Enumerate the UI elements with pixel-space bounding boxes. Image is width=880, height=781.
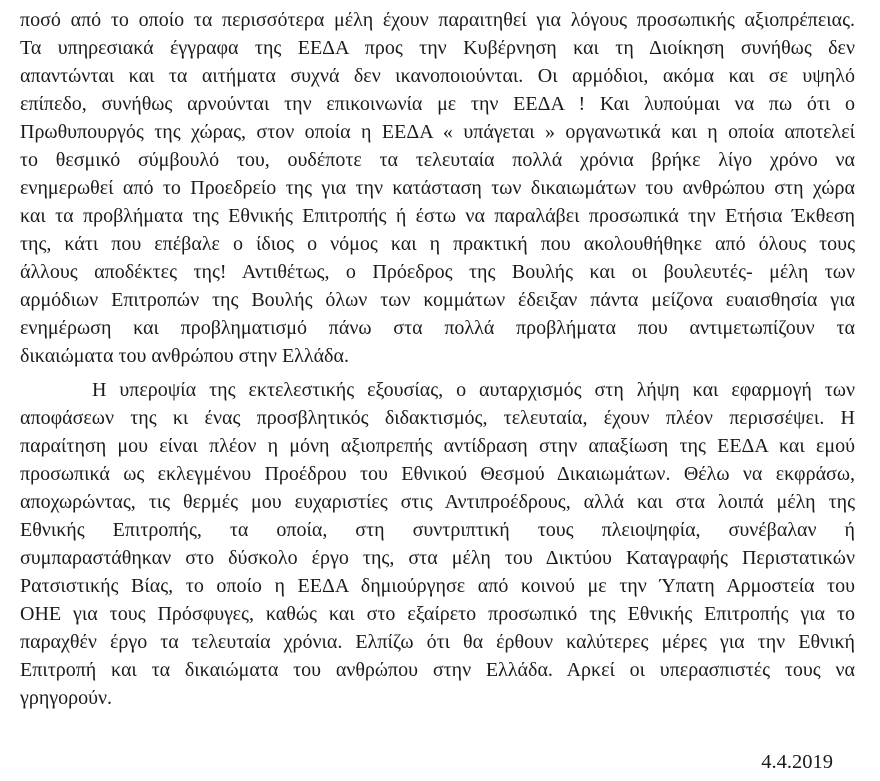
text-line: γρηγορούν. [20, 687, 113, 709]
text-line: της, κάτι που επέβαλε ο ίδιος ο νόμος και η πρακτική που ακολουθήθηκε από όλους τους [20, 233, 855, 255]
text-line: ενημέρωση και προβληματισμό πάνω στα πολλά προβλήματα που αντιμετωπίζουν τα [20, 317, 855, 339]
text-line: παραίτηση μου είναι πλέον η μόνη αξιοπρεπής αντίδραση στην απαξίωση της ΕΕΔΑ και εμού [20, 435, 855, 457]
paragraph [20, 376, 855, 712]
text-line: Επιτροπή και τα δικαιώματα του ανθρώπου στην Ελλάδα. Αρκεί οι υπερασπιστές τους να [20, 659, 855, 681]
text-line: άλλους αποδέκτες της! Αντιθέτως, ο Πρόεδρος της Βουλής και οι βουλευτές- μέλη των [20, 261, 855, 283]
date-row [20, 748, 855, 776]
text-line: και τα προβλήματα της Εθνικής Επιτροπής ή έστω να παραλάβει προσωπικά την Ετήσια Έκθεση [20, 205, 855, 227]
text-line: ΟΗΕ για τους Πρόσφυγες, καθώς και στο εξαίρετο προσωπικό της Εθνικής Επιτροπής για το [20, 603, 855, 625]
text-line: Η υπεροψία της εκτελεστικής εξουσίας, ο αυταρχισμός στη λήψη και εφαρμογή των [92, 379, 855, 401]
document-body [20, 6, 855, 712]
text-line: παραχθέν έργο τα τελευταία χρόνια. Ελπίζω ότι θα έρθουν καλύτερες μέρες για την Εθνική [20, 631, 855, 653]
date: 4.4.2019 [761, 751, 833, 773]
text-line: επίπεδο, συνήθως αρνούνται την επικοινωνία με την ΕΕΔΑ ! Και λυπούμαι να πω ότι ο [20, 93, 855, 115]
text-line: Εθνικής Επιτροπής, τα οποία, στη συντριπτική τους πλειοψηφία, συνέβαλαν ή [20, 519, 855, 541]
text-line: απαντώνται και τα αιτήματα συχνά δεν ικανοποιούνται. Οι αρμόδιοι, ακόμα και σε υψηλό [20, 65, 855, 87]
text-line: αρμόδιων Επιτροπών της Βουλής όλων των κομμάτων έδειξαν πάντα μείζονα ευαισθησία για [20, 289, 855, 311]
text-line: δικαιώματα του ανθρώπου στην Ελλάδα. [20, 345, 349, 367]
paragraph [20, 6, 855, 370]
text-line: Πρωθυπουργός της χώρας, στον οποία η ΕΕΔΑ « υπάγεται » οργανωτικά και η οποία αποτελεί [20, 121, 855, 143]
text-line: Ρατσιστικής Βίας, το οποίο η ΕΕΔΑ δημιούργησε από κοινού με την Ύπατη Αρμοστεία του [20, 575, 855, 597]
text-line: προσωπικά ως εκλεγμένου Προέδρου του Εθνικού Θεσμού Δικαιωμάτων. Θέλω να εκφράσω, [20, 463, 855, 485]
text-line: Τα υπηρεσιακά έγγραφα της ΕΕΔΑ προς την Κυβέρνηση και τη Διοίκηση συνήθως δεν [20, 37, 855, 59]
text-line: αποφάσεων της κι ένας προσβλητικός διδακτισμός, τελευταία, έχουν πλέον περισσέψει. Η [20, 407, 855, 429]
text-line: ποσό από το οποίο τα περισσότερα μέλη έχουν παραιτηθεί για λόγους προσωπικής αξιοπρέπειας. [20, 9, 855, 31]
text-line: ενημερωθεί από το Προεδρείο της για την κατάσταση των δικαιωμάτων του ανθρώπου στη χώρα [20, 177, 855, 199]
text-line: αποχωρώντας, τις θερμές μου ευχαριστίες στις Αντιπροέδρους, αλλά και στα λοιπά μέλη της [20, 491, 855, 513]
text-line: συμπαραστάθηκαν στο δύσκολο έργο της, στα μέλη του Δικτύου Καταγραφής Περιστατικών [20, 547, 855, 569]
text-line: το θεσμικό σύμβουλό του, ουδέποτε τα τελευταία πολλά χρόνια βρήκε λίγο χρόνο να [20, 149, 855, 171]
